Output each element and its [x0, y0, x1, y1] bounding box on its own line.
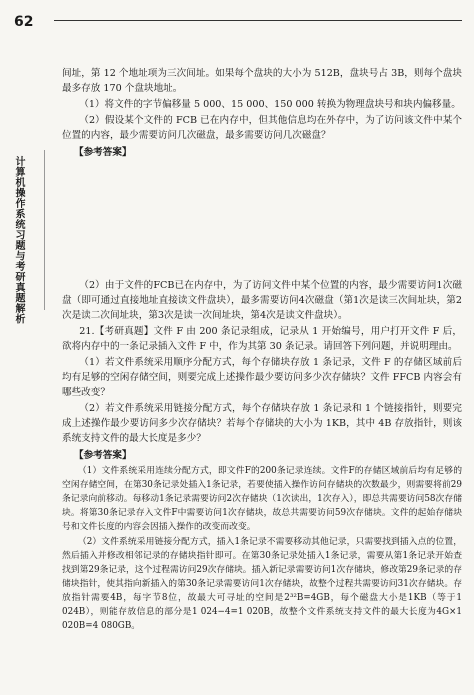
- paragraph: （2）假设某个文件的 FCB 已在内存中，但其他信息均在外存中，为了访问该文件中某个位置的内容，最少需要访问几次磁盘，最多需要访问几次磁盘？: [62, 115, 462, 141]
- answer-heading: 【参考答案】: [74, 450, 132, 461]
- paragraph: （2）由于文件的FCB已在内存中，为了访问文件中某个位置的内容，最少需要访问1次磁盘（即可通过直接地址直接读文件盘块），最多需要访问4次磁盘（第1次是读三次间址块，第2次是读二次间址块，第3次是读一次间址块，第4次是读文件盘块）。: [62, 280, 462, 321]
- question-title: 21.【考研真题】文件 F 由 200 条记录组成，记录从 1 开始编号，用户打开文件 F 后，欲将内存中的一条记录插入文件 F 中，作为其第 30 条记录。请回答下列问题，并说明理由。: [62, 326, 462, 352]
- paragraph: （2）文件系统采用链接分配方式，插入1条记录不需要移动其他记录，只需要找到插入点的位置，然后插入并修改相邻记录的存储块指针即可。在第30条记录处插入1条记录，需要从第1条记录开始查找到第29条记录，这个过程需访问29次存储块。插入新记录需要访问1次存储块，修改第29条记录的存储块指针，使其指向新插入的第30条记录需要访问1次存储块，故整个过程共需要访问31次存储块。存放指针需要4B，每字节8位，故最大可寻址的空间是2³²B=4GB，每个磁盘大小是1KB（等于1 024B），则能存放信息的部分是1 024−4=1 020B，故整个文件系统支持文件的最大长度为4G×1 020B=4 080GB。: [62, 537, 462, 631]
- page-content: [62, 66, 462, 634]
- paragraph: （1）若文件系统采用顺序分配方式，每个存储块存放 1 条记录，文件 F 的存储区域前后均有足够的空闲存储空间，则要完成上述操作最少要访问多少次存储块？文件 FFCB 内容会有哪些改变？: [62, 357, 462, 398]
- paragraph: （1）文件系统采用连续分配方式，即文件F的200条记录连续。文件F的存储区域前后均有足够的空闲存储空间，在第30条记录处插入1条记录，若要使插入操作访问存储块的次数最少，则需要将前29条记录向前移动。每移动1条记录需要访问2次存储块（1次读出，1次存入），即总共需要访问58次存储块。将第30条记录存入文件F中需要访问1次存储块，故总共需要访问59次存储块。文件的起始存储块号和文件长度的内容会因插入操作的改变而改变。: [62, 466, 462, 532]
- paragraph: （2）若文件系统采用链接分配方式，每个存储块存放 1 条记录和 1 个链接指针，则要完成上述操作最少要访问多少次存储块？若每个存储块的大小为 1KB，其中 4B 存放指针，则该系统支持文件的最大长度是多少？: [62, 403, 462, 444]
- paragraph: （1）将文件的字节偏移量 5 000、15 000、150 000 转换为物理盘块号和块内偏移量。: [79, 99, 461, 110]
- paragraph: 间址，第 12 个地址项为三次间址。如果每个盘块的大小为 512B，盘块号占 3B，则每个盘块最多存放 170 个盘块地址。: [62, 68, 462, 94]
- omitted-lines: [62, 161, 462, 278]
- page-number: 62: [14, 14, 34, 30]
- answer-heading: 【参考答案】: [74, 147, 132, 158]
- book-title: 计算机操作系统习题与考研真题解析: [13, 156, 24, 324]
- header-rule: [54, 20, 462, 21]
